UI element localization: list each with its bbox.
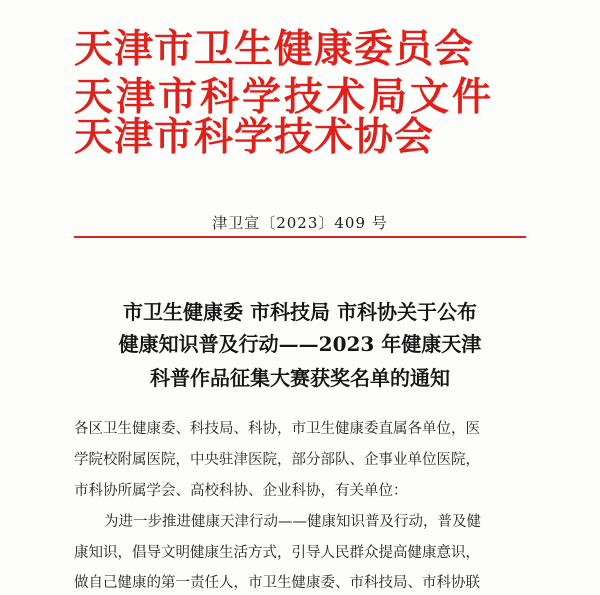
- body-line-1: 各区卫生健康委、科技局、科协，市卫生健康委直属各单位，医: [74, 421, 480, 437]
- issuer-health-commission: 天津市卫生健康委员会: [74, 27, 475, 72]
- body-line-4: 为进一步推进健康天津行动——健康知识普及行动，普及健: [104, 514, 481, 530]
- body-line-3: 市科协所属学会、高校科协、企业科协，有关单位：: [74, 483, 408, 499]
- body-line-5: 康知识，倡导文明健康生活方式，引导人民群众提高健康意识，: [74, 545, 480, 561]
- body-line-6: 做自己健康的第一责任人，市卫生健康委、市科技局、市科协联: [74, 575, 480, 591]
- body-line-2: 学院校附属医院，中央驻津医院，部分部队、企事业单位医院，: [74, 452, 480, 468]
- document-number: 津卫宣〔2023〕409 号: [212, 214, 388, 232]
- notice-title-line-3: 科普作品征集大赛获奖名单的通知: [150, 366, 450, 390]
- issuer-science-bureau: 天津市科学技术局文件: [74, 75, 495, 120]
- notice-title-line-2: 健康知识普及行动——2023 年健康天津: [118, 332, 482, 356]
- issuer-science-association: 天津市科学技术协会: [74, 115, 435, 160]
- notice-title-line-1: 市卫生健康委 市科技局 市科协关于公布: [123, 300, 477, 324]
- red-divider-line: [74, 236, 526, 238]
